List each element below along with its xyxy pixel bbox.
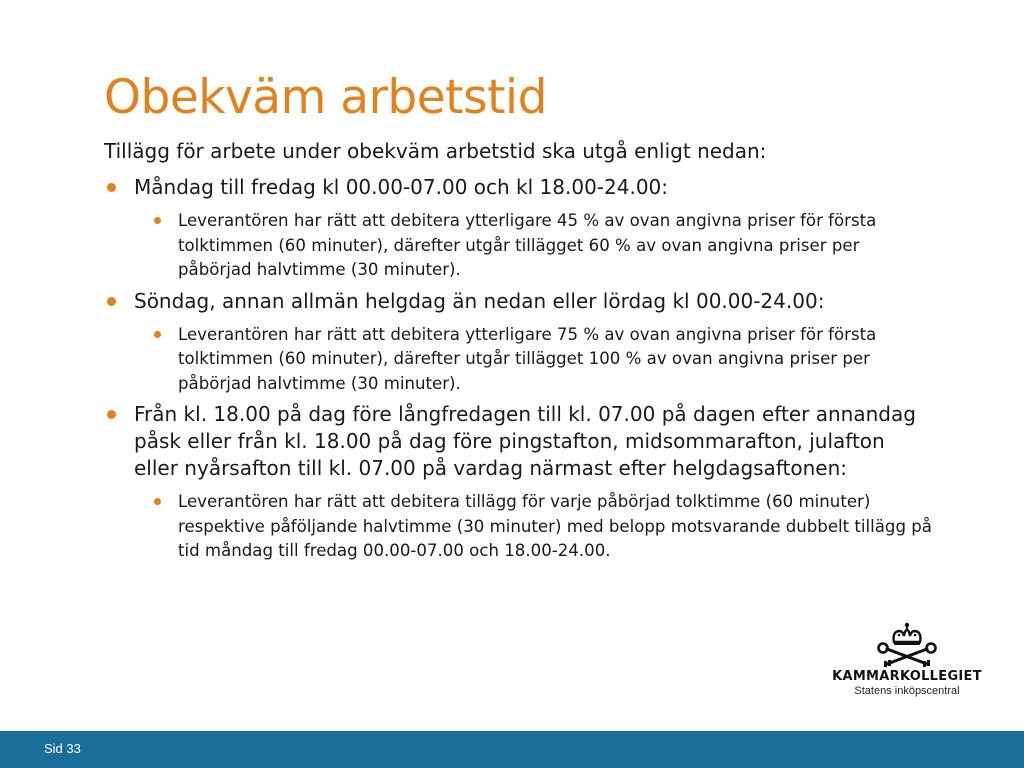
sub-bullet	[134, 323, 934, 397]
bullet-dot-icon	[154, 217, 161, 224]
intro-text: Tillägg för arbete under obekväm arbetstid ska utgå enligt nedan:	[104, 139, 767, 163]
bullet-sunday-holiday	[104, 288, 934, 397]
bullet-dot-icon	[154, 498, 161, 505]
sub-bullet-text: Leverantören har rätt att debitera ytterligare 45 % av ovan angivna priser för första tolktimmen (60 minuter), därefter utgår tillägget 60 % av ovan angivna priser per påbörjad halvtimme (30 minuter).	[178, 211, 877, 279]
slide-title: Obekväm arbetstid	[104, 70, 547, 125]
bullet-list	[104, 174, 934, 569]
footer-bar	[0, 731, 1024, 768]
bullet-heading: Från kl. 18.00 på dag före långfredagen till kl. 07.00 på dagen efter annandag påsk eller från kl. 18.00 på dag före pingstafton, midsommarafton, julafton eller nyårsafton till kl. 07.00 på vardag närmast efter helgdagsaftonen:	[134, 402, 916, 480]
sub-list	[134, 490, 934, 564]
crown-keys-icon	[875, 622, 939, 668]
page-number: Sid 33	[44, 741, 81, 756]
sub-bullet	[134, 490, 934, 564]
kammarkollegiet-logo	[822, 622, 992, 706]
sub-bullet-text: Leverantören har rätt att debitera tillägg för varje påbörjad tolktimme (60 minuter) respektive påföljande halvtimme (30 minuter) med belopp motsvarande dubbelt tillägg på tid måndag till fredag 00.00-07.00 och 18.00-24.00.	[178, 492, 932, 560]
bullet-dot-icon	[107, 410, 116, 419]
logo-subtitle: Statens inköpscentral	[854, 685, 960, 697]
bullet-weekday	[104, 174, 934, 283]
bullet-dot-icon	[107, 183, 116, 192]
logo-name: KAMMARKOLLEGIET	[832, 669, 982, 684]
bullet-heading: Måndag till fredag kl 00.00-07.00 och kl 18.00-24.00:	[134, 175, 669, 199]
bullet-major-holidays	[104, 401, 934, 564]
sub-bullet-text: Leverantören har rätt att debitera ytterligare 75 % av ovan angivna priser för första tolktimmen (60 minuter), därefter utgår tillägget 100 % av ovan angivna priser per påbörjad halvtimme (30 minuter).	[178, 324, 877, 393]
sub-list	[134, 323, 934, 397]
bullet-dot-icon	[154, 331, 161, 338]
bullet-heading: Söndag, annan allmän helgdag än nedan eller lördag kl 00.00-24.00:	[134, 288, 825, 313]
bullet-dot-icon	[107, 297, 116, 306]
sub-list	[134, 209, 934, 283]
sub-bullet	[134, 209, 934, 283]
